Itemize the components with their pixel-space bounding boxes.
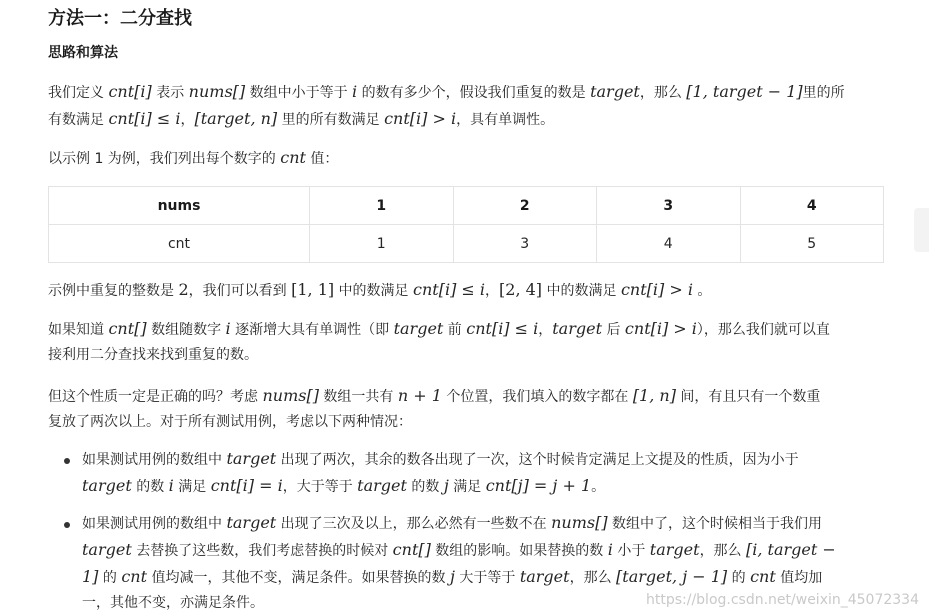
list-item-case-two: 如果测试用例的数组中 target 出现了两次，其余的数各出现了一次，这个时候肯定满足上文提及的性质，因为小于 target 的数 i 满足 cnt[i] = i，大于等于 target 的数 j 满足 cnt[j] = j + 1。: [82, 449, 799, 495]
table-cell: 4: [597, 225, 741, 263]
cnt-table: [48, 186, 884, 263]
watermark: https://blog.csdn.net/weixin_45072334: [645, 592, 919, 608]
section-title: 方法一：二分查找: [48, 8, 192, 29]
paragraph-question: 但这个性质一定是正确的吗？考虑 nums[] 数组一共有 n + 1 个位置，我们填入的数字都在 [1, n] 间，有且只有一个数重 复放了两次以上。对于所有测试用例，考虑以下两种情况：: [48, 386, 821, 430]
side-feedback-tab[interactable]: [914, 208, 929, 252]
table-header-cell: 3: [597, 187, 741, 225]
list-item-case-three: 如果测试用例的数组中 target 出现了三次及以上，那么必然有一些数不在 nums[] 数组中了，这个时候相当于我们用 target 去替换了这些数，我们考虑替换的时候对 cnt[] 数组的影响。如果替换的数 i 小于 target，那么 [i, target − 1] 的 cnt 值均减一，其他不变，满足条件。如果替换的数 j 大于等于 target，那么 [target, j − 1] 的 cnt 值均加 一，其他不变，亦满足条件。: [82, 513, 836, 611]
paragraph-example-intro: 以示例 1 为例，我们列出每个数字的 cnt 值：: [48, 148, 339, 167]
table-header-cell: nums: [49, 187, 310, 225]
table-header-cell: 4: [740, 187, 884, 225]
table-cell: 3: [453, 225, 597, 263]
paragraph-definition: 我们定义 cnt[i] 表示 nums[] 数组中小于等于 i 的数有多少个，假设我们重复的数是 target，那么 [1, target − 1]里的所 有数满足 cnt[i] ≤ i，[target, n] 里的所有数满足 cnt[i] > i，具有单调性。: [48, 82, 845, 128]
table-cell: 5: [740, 225, 884, 263]
table-header-cell: 1: [310, 187, 454, 225]
table-header-row: [49, 187, 884, 225]
paragraph-monotonic: 如果知道 cnt[] 数组随数字 i 逐渐增大具有单调性（即 target 前 cnt[i] ≤ i，target 后 cnt[i] > i），那么我们就可以直 接利用二分查找来找到重复的数。: [48, 319, 830, 363]
table-row: [49, 225, 884, 263]
bullet-dot: [64, 458, 70, 464]
bullet-dot: [64, 522, 70, 528]
table-cell: 1: [310, 225, 454, 263]
section-subtitle: 思路和算法: [48, 45, 118, 61]
table-header-cell: 2: [453, 187, 597, 225]
table-cell: cnt: [49, 225, 310, 263]
paragraph-example-result: 示例中重复的整数是 2，我们可以看到 [1, 1] 中的数满足 cnt[i] ≤ i，[2, 4] 中的数满足 cnt[i] > i 。: [48, 280, 712, 299]
